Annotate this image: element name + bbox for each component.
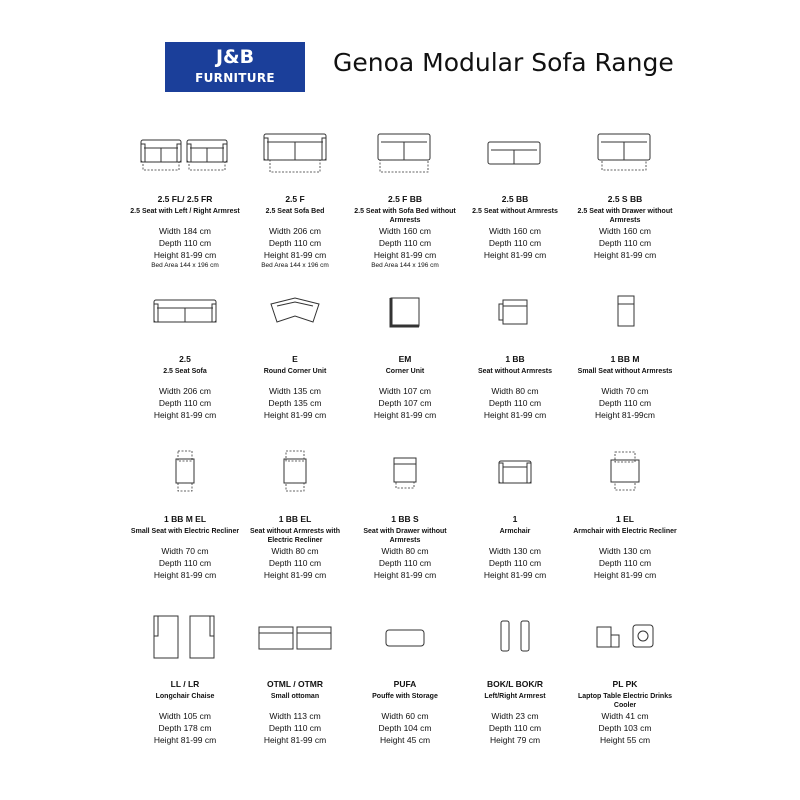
product-description: Corner Unit [385,368,425,375]
depth-spec: Depth 104 cm [378,723,432,733]
product-card [130,282,240,421]
product-description: Small ottoman [270,693,320,700]
product-description: 2.5 Seat Sofa Bed [265,208,325,215]
product-description: 2.5 Seat with Left / Right Armrest [130,208,240,215]
height-spec: Height 55 cm [599,735,651,745]
product-card [350,282,460,421]
product-code: EM [398,354,412,364]
product-card [240,122,350,270]
height-spec: Height 81-99 cm [373,410,437,420]
product-card [350,122,460,270]
product-card [570,122,680,261]
height-spec: Height 81-99 cm [593,570,657,580]
product-description: Left/Right Armrest [484,693,546,700]
product-card [460,442,570,581]
table-cooler-icon [570,607,680,667]
width-spec: Width 184 cm [159,226,211,236]
height-spec: Height 81-99 cm [153,410,217,420]
product-description: Armchair with Electric Recliner [573,528,677,535]
product-card [350,607,460,746]
product-description: Seat without Armrests [477,368,553,375]
depth-spec: Depth 178 cm [158,723,212,733]
depth-spec: Depth 110 cm [158,398,212,408]
height-spec: Height 81-99 cm [483,250,547,260]
product-code: 2.5 BB [501,194,529,204]
product-code: BOK/L BOK/R [486,679,544,689]
height-spec: Height 81-99 cm [153,735,217,745]
logo-line-1: J&B [215,46,255,68]
height-spec: Height 81-99 cm [263,735,327,745]
product-description: 2.5 Seat with Drawer without Armrests [577,208,673,224]
width-spec: Width 23 cm [491,711,539,721]
depth-spec: Depth 110 cm [598,398,652,408]
product-description: 2.5 Seat without Armrests [472,208,558,215]
product-card [570,442,680,581]
chaise-pair-icon [130,607,240,667]
depth-spec: Depth 110 cm [268,723,322,733]
width-spec: Width 113 cm [269,711,321,721]
product-code: 1 [512,514,518,524]
width-spec: Width 206 cm [159,386,211,396]
width-spec: Width 160 cm [599,226,651,236]
product-card [460,122,570,261]
corner-unit-icon [350,282,460,342]
product-card [350,442,460,581]
armrest-pair-icon [460,607,570,667]
armchair-icon [460,442,570,502]
sofa-icon [130,282,240,342]
width-spec: Width 160 cm [489,226,541,236]
height-spec: Height 81-99 cm [263,250,327,260]
depth-spec: Depth 110 cm [378,238,432,248]
product-code: 1 BB M [610,354,640,364]
bed-area-note: Bed Area 144 x 196 cm [371,262,439,269]
sofa-bed-icon [240,122,350,182]
product-code: 1 EL [616,514,634,524]
product-description: 2.5 Seat with Sofa Bed without Armrests [354,208,456,224]
depth-spec: Depth 110 cm [598,558,652,568]
product-code: 2.5 S BB [607,194,643,204]
product-code: 2.5 F BB [387,194,422,204]
logo-line-2: FURNITURE [195,71,275,85]
width-spec: Width 105 cm [159,711,211,721]
product-code: E [292,354,298,364]
product-code: 2.5 F [285,194,305,204]
product-description: Seat without Armrests with Electric Recliner [250,528,340,544]
product-description: Pouffe with Storage [372,693,438,700]
height-spec: Height 81-99cm [594,410,655,420]
width-spec: Width 160 cm [379,226,431,236]
product-code: 1 BB [505,354,525,364]
height-spec: Height 81-99 cm [263,570,327,580]
width-spec: Width 70 cm [601,386,649,396]
product-card [240,607,350,746]
product-card [240,282,350,421]
width-spec: Width 135 cm [269,386,321,396]
product-description: Armchair [499,528,531,535]
width-spec: Width 60 cm [381,711,429,721]
product-code: 2.5 FL/ 2.5 FR [157,194,213,204]
width-spec: Width 80 cm [491,386,539,396]
depth-spec: Depth 110 cm [268,558,322,568]
product-code: PUFA [393,679,417,689]
width-spec: Width 206 cm [269,226,321,236]
sofa-drawer-icon [570,122,680,182]
height-spec: Height 81-99 cm [373,570,437,580]
small-recliner-icon [130,442,240,502]
pouffe-icon [350,607,460,667]
product-card [570,282,680,421]
depth-spec: Depth 110 cm [488,398,542,408]
product-code: LL / LR [170,679,200,689]
product-card [570,607,680,746]
product-description: Seat with Drawer without Armrests [363,528,447,544]
height-spec: Height 81-99 cm [153,570,217,580]
depth-spec: Depth 110 cm [598,238,652,248]
brand-logo [165,42,305,92]
sofa-no-arms-icon [460,122,570,182]
product-card [130,122,240,270]
product-card [460,282,570,421]
height-spec: Height 79 cm [489,735,541,745]
product-card [240,442,350,581]
product-code: 1 BB EL [278,514,312,524]
width-spec: Width 70 cm [161,546,209,556]
depth-spec: Depth 110 cm [488,558,542,568]
bed-area-note: Bed Area 144 x 196 cm [261,262,329,269]
bed-area-note: Bed Area 144 x 196 cm [151,262,219,269]
product-description: 2.5 Seat Sofa [163,368,207,375]
sofa-left-right-pair-icon [130,122,240,182]
product-code: 2.5 [179,354,191,364]
depth-spec: Depth 110 cm [488,723,542,733]
seat-drawer-icon [350,442,460,502]
width-spec: Width 80 cm [271,546,319,556]
product-code: OTML / OTMR [266,679,324,689]
product-card [130,607,240,746]
height-spec: Height 81-99 cm [263,410,327,420]
height-spec: Height 81-99 cm [593,250,657,260]
width-spec: Width 80 cm [381,546,429,556]
product-description: Small Seat without Armrests [577,368,673,375]
product-card [130,442,240,581]
product-code: 1 BB S [391,514,419,524]
height-spec: Height 81-99 cm [153,250,217,260]
product-code: 1 BB M EL [163,514,207,524]
product-description: Small Seat with Electric Recliner [130,528,240,535]
width-spec: Width 41 cm [601,711,649,721]
depth-spec: Depth 110 cm [378,558,432,568]
width-spec: Width 107 cm [379,386,431,396]
width-spec: Width 130 cm [599,546,651,556]
depth-spec: Depth 110 cm [268,238,322,248]
depth-spec: Depth 110 cm [158,558,212,568]
product-description: Round Corner Unit [263,368,327,375]
single-seat-icon [460,282,570,342]
depth-spec: Depth 103 cm [598,723,652,733]
height-spec: Height 81-99 cm [373,250,437,260]
depth-spec: Depth 110 cm [158,238,212,248]
sofa-bed-no-arms-icon [350,122,460,182]
product-description: Longchair Chaise [155,693,215,700]
depth-spec: Depth 110 cm [488,238,542,248]
height-spec: Height 81-99 cm [483,410,547,420]
depth-spec: Depth 107 cm [378,398,432,408]
product-code: PL PK [612,679,638,689]
armchair-recliner-icon [570,442,680,502]
product-card [460,607,570,746]
small-seat-icon [570,282,680,342]
height-spec: Height 81-99 cm [483,570,547,580]
depth-spec: Depth 135 cm [268,398,322,408]
recliner-seat-icon [240,442,350,502]
width-spec: Width 130 cm [489,546,541,556]
height-spec: Height 45 cm [379,735,431,745]
ottoman-pair-icon [240,607,350,667]
product-description: Laptop Table Electric Drinks Cooler [577,693,672,709]
round-corner-icon [240,282,350,342]
page-title: Genoa Modular Sofa Range [333,48,674,77]
